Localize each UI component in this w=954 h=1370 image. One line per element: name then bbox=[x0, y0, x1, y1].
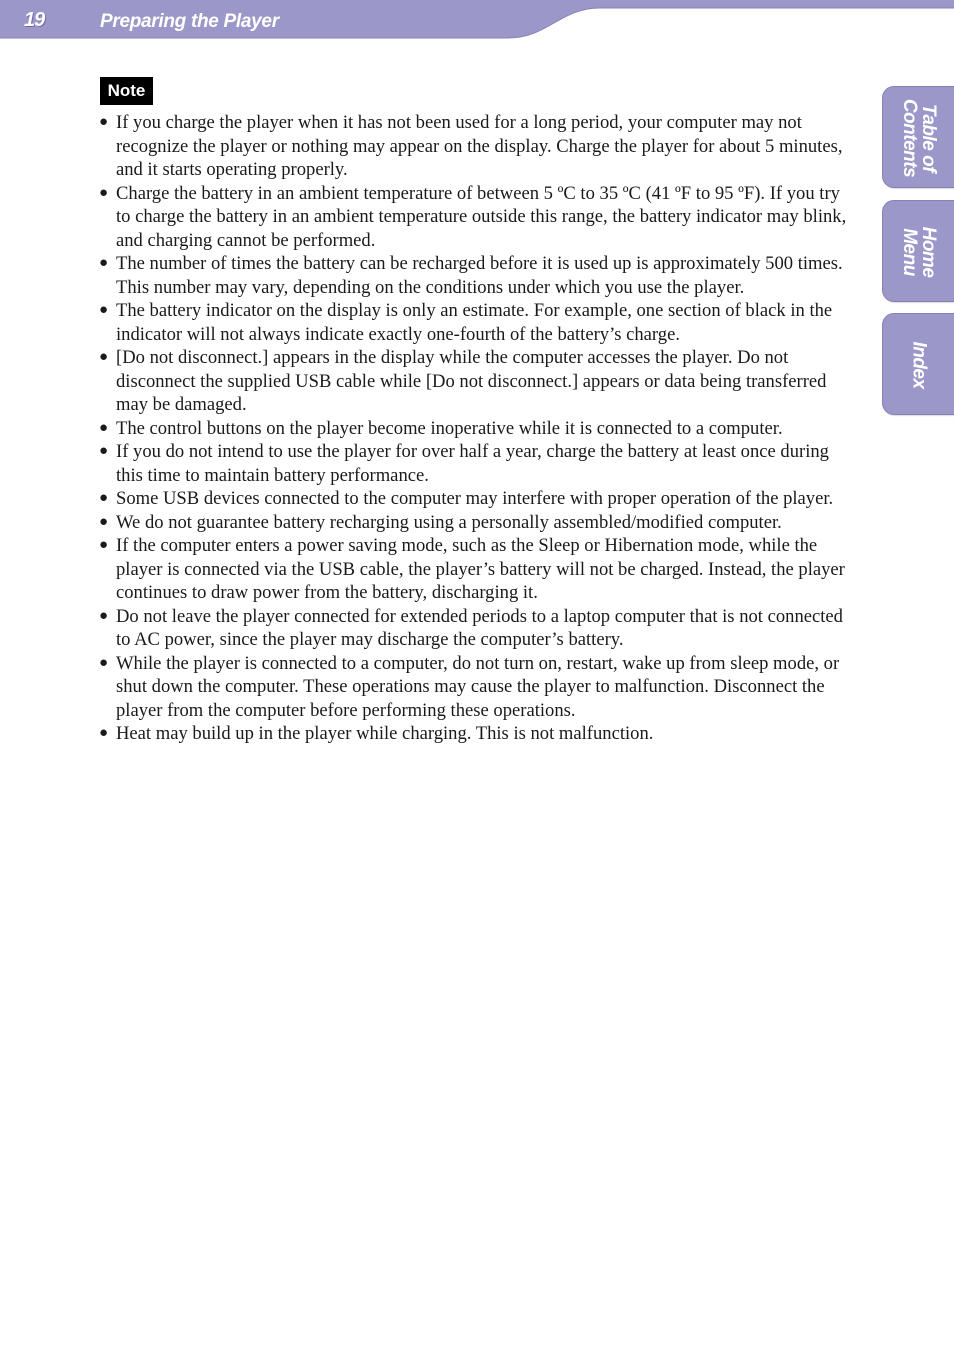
list-item-text: If the computer enters a power saving mode, such as the Sleep or Hibernation mode, while the player is connected via the USB cable, the player’s battery will not be charged. Instead, the player continues to draw power from the battery, discharging it. bbox=[116, 535, 845, 603]
list-item bbox=[99, 511, 847, 535]
bullet: ● bbox=[99, 114, 109, 130]
list-item-text: While the player is connected to a computer, do not turn on, restart, wake up from sleep mode, or shut down the computer. These operations may cause the player to malfunction. Disconnect the player from the computer before performing these operations. bbox=[116, 652, 840, 721]
tab-index-label: Index bbox=[908, 341, 930, 389]
tab-home-menu[interactable] bbox=[882, 200, 954, 302]
note-list bbox=[99, 111, 847, 746]
section-title: Preparing the Player bbox=[100, 11, 279, 32]
list-item-text: We do not guarantee battery recharging using a personally assembled/modified computer. bbox=[116, 511, 782, 533]
list-item bbox=[99, 605, 847, 652]
list-item bbox=[99, 252, 847, 299]
tab-table-of-contents[interactable] bbox=[882, 86, 954, 188]
list-item bbox=[99, 652, 847, 723]
bullet: ● bbox=[99, 607, 109, 624]
bullet: ● bbox=[99, 255, 109, 271]
list-item-text: Do not leave the player connected for extended periods to a laptop computer that is not connected to AC power, since the player may discharge the computer’s battery. bbox=[116, 605, 843, 650]
page-number: 19 bbox=[24, 9, 45, 31]
bullet: ● bbox=[99, 302, 109, 318]
bullet: ● bbox=[99, 184, 109, 201]
bullet: ● bbox=[99, 537, 109, 553]
bullet: ● bbox=[99, 349, 109, 365]
list-item bbox=[99, 487, 847, 511]
list-item bbox=[99, 111, 847, 182]
list-item-text: Heat may build up in the player while charging. This is not malfunction. bbox=[116, 723, 654, 744]
tab-table-of-contents-label: Table of Contents bbox=[899, 98, 939, 178]
note-label: Note bbox=[100, 77, 153, 105]
list-item bbox=[99, 346, 847, 417]
bullet: ● bbox=[99, 654, 109, 671]
list-item bbox=[99, 534, 847, 605]
bullet: ● bbox=[99, 725, 109, 741]
list-item bbox=[99, 722, 847, 746]
list-item-text: The battery indicator on the display is only an estimate. For example, one section of black in the indicator will not always indicate exactly one-fourth of the battery’s charge. bbox=[116, 300, 833, 345]
list-item-text: If you charge the player when it has not been used for a long period, your computer may not recognize the player or nothing may appear on the display. Charge the player for about 5 minutes, and it starts operating properly. bbox=[116, 112, 843, 180]
list-item bbox=[99, 299, 847, 346]
tab-home-menu-label: Home Menu bbox=[899, 226, 939, 278]
bullet: ● bbox=[99, 443, 109, 459]
bullet: ● bbox=[99, 513, 109, 530]
tab-index[interactable] bbox=[882, 313, 954, 415]
list-item-text: If you do not intend to use the player for over half a year, charge the battery at least once during this time to maintain battery performance. bbox=[116, 441, 829, 486]
list-item-text: Charge the battery in an ambient temperature of between 5 ºC to 35 ºC (41 ºF to 95 ºF). If you try to charge the battery in an ambient temperature outside this range, the battery indicator may blink, and charging cannot be performed. bbox=[116, 182, 847, 251]
list-item bbox=[99, 440, 847, 487]
list-item bbox=[99, 182, 847, 253]
list-item-text: The number of times the battery can be recharged before it is used up is approximately 500 times. This number may vary, depending on the conditions under which you use the player. bbox=[116, 253, 843, 298]
list-item-text: The control buttons on the player become inoperative while it is connected to a computer. bbox=[116, 417, 783, 439]
list-item-text: [Do not disconnect.] appears in the display while the computer accesses the player. Do not disconnect the supplied USB cable while [Do not disconnect.] appears or data being transferred may be damaged. bbox=[116, 347, 827, 415]
list-item bbox=[99, 417, 847, 441]
list-item-text: Some USB devices connected to the computer may interfere with proper operation of the player. bbox=[116, 488, 834, 509]
bullet: ● bbox=[99, 490, 109, 506]
bullet: ● bbox=[99, 419, 109, 436]
